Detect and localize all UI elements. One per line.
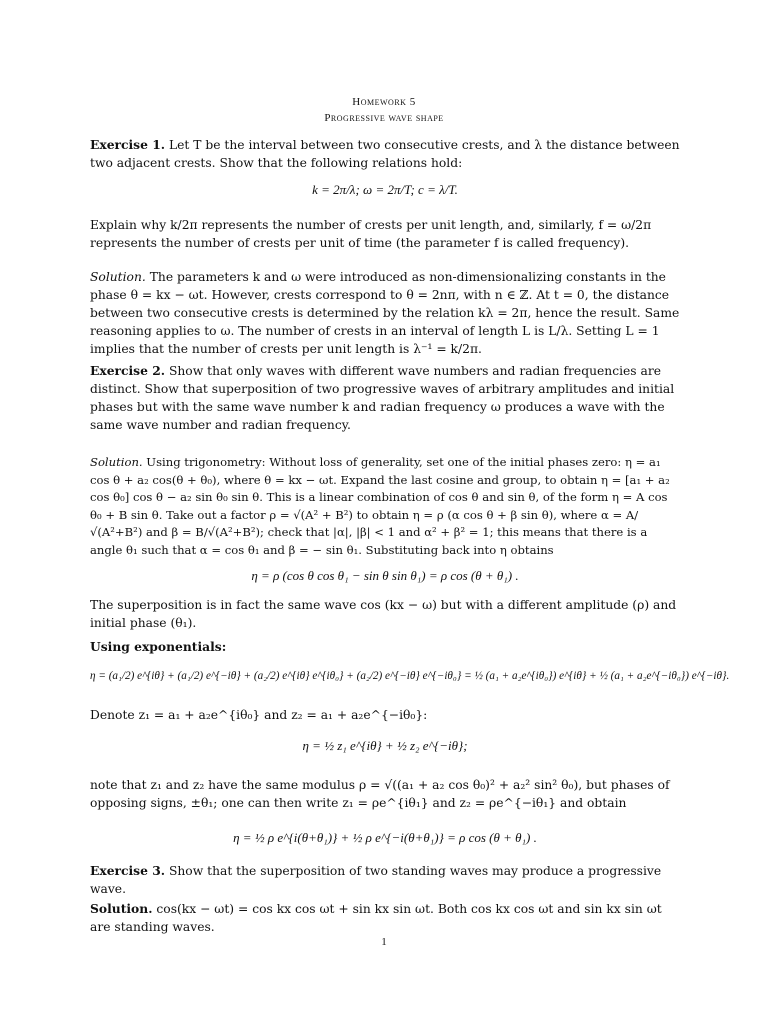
exercise-2-label: Exercise 2. xyxy=(90,363,166,378)
solution-3-label: Solution. xyxy=(90,901,153,916)
exercise-3-label: Exercise 3. xyxy=(90,863,166,878)
solution-1-label: Solution. xyxy=(90,270,146,284)
page-title: Homework 5 xyxy=(352,96,416,108)
exercise-1-explain: Explain why k/2π represents the number of crests per unit length, and, similarly, f = ω/2π represents the number of crests per unit of time (the parameter f is called frequency). xyxy=(90,218,652,250)
exercise-1-label: Exercise 1. xyxy=(90,137,166,152)
exercise-1-solution xyxy=(90,268,680,358)
page-subtitle: Progressive wave shape xyxy=(324,112,444,124)
modulus-note: note that z₁ and z₂ have the same modulus ρ = √((a₁ + a₂ cos θ₀)² + a₂² sin² θ₀), but phases of opposing signs, ±θ₁; one can then write z₁ = ρe^{iθ₁} and z₂ = ρe^{−iθ₁} and obtain xyxy=(90,778,670,810)
solution-2-text: Using trigonometry: Without loss of generality, set one of the initial phases zero: η = a₁ cos θ + a₂ cos(θ + θ₀), where θ = kx − ωt. Expand the last cosine and group, to obtain η = [a₁ + a₂ cos θ₀] cos θ − a₂ sin θ₀ sin θ. This is a linear combination of cos θ and sin θ, of the form η = A cos θ₀ + B sin θ. Take out a factor ρ = √(A² + B²) to obtain η = ρ (α cos θ + β sin θ), where α = A/√(A²+B²) and β = B/√(A²+B²); check that |α|, |β| < 1 and α² + β² = 1; this means that there is a angle θ₁ such that α = cos θ₁ and β = − sin θ₁. Substituting back into η obtains xyxy=(90,455,670,557)
exercise-3-text: Show that the superposition of two standing waves may produce a progressive wave. xyxy=(90,864,662,896)
exercise-2-solution xyxy=(90,454,680,559)
solution-2-label: Solution. xyxy=(90,455,143,469)
denote-paragraph: Denote z₁ = a₁ + a₂e^{iθ₀} and z₂ = a₁ + a₂e^{−iθ₀}: xyxy=(90,708,428,722)
solution-3-text: cos(kx − ωt) = cos kx cos ωt + sin kx sin ωt. Both cos kx cos ωt and sin kx sin ωt are standing waves. xyxy=(90,902,662,934)
equation-z: η = ½ z₁ e^{iθ} + ½ z₂ e^{−iθ}; xyxy=(302,738,468,753)
exercise-1-statement xyxy=(90,136,680,172)
page-number: 1 xyxy=(381,936,387,948)
exercise-1-equation: k = 2π/λ; ω = 2π/T; c = λ/T. xyxy=(312,182,458,197)
superposition-paragraph: The superposition is in fact the same wave cos (kx − ω) but with a different amplitude (ρ) and initial phase (θ₁). xyxy=(90,598,677,630)
exercise-3-solution xyxy=(90,900,680,936)
equation-exponentials: η = (a₁/2) e^{iθ} + (a₁/2) e^{−iθ} + (a₂/2) e^{iθ} e^{iθ₀} + (a₂/2) e^{−iθ} e^{−iθ₀} = ½ (a₁ + a₂e^{iθ₀}) e^{iθ} + ½ (a₁ + a₂e^{−iθ₀}) e^{−iθ}. xyxy=(90,670,730,682)
equation-eta-cos: η = ρ (cos θ cos θ₁ − sin θ sin θ₁) = ρ cos (θ + θ₁) . xyxy=(251,568,519,583)
exercise-2-statement xyxy=(90,362,680,434)
exercise-2-text: Show that only waves with different wave numbers and radian frequencies are distinct. Show that superposition of two progressive waves of arbitrary amplitudes and initial phases but with the same wave number k and radian frequency ω produces a wave with the same wave number and radian frequency. xyxy=(90,364,675,432)
exercise-3-statement xyxy=(90,862,680,898)
exponentials-heading: Using exponentials: xyxy=(90,639,227,654)
exercise-1-text: Let T be the interval between two consecutive crests, and λ the distance between two adjacent crests. Show that the following relations hold: xyxy=(90,138,680,170)
equation-rho-cos: η = ½ ρ e^{i(θ+θ₁)} + ½ ρ e^{−i(θ+θ₁)} = ρ cos (θ + θ₁) . xyxy=(233,830,537,845)
solution-1-text: The parameters k and ω were introduced as non-dimensionalizing constants in the phase θ = kx − ωt. However, crests correspond to θ = 2nπ, with n ∈ ℤ. At t = 0, the distance between two consecutive crests is determined by the relation kλ = 2π, hence the result. Same reasoning applies to ω. The number of crests in an interval of length L is L/λ. Setting L = 1 implies that the number of crests per unit length is λ⁻¹ = k/2π. xyxy=(90,270,680,356)
